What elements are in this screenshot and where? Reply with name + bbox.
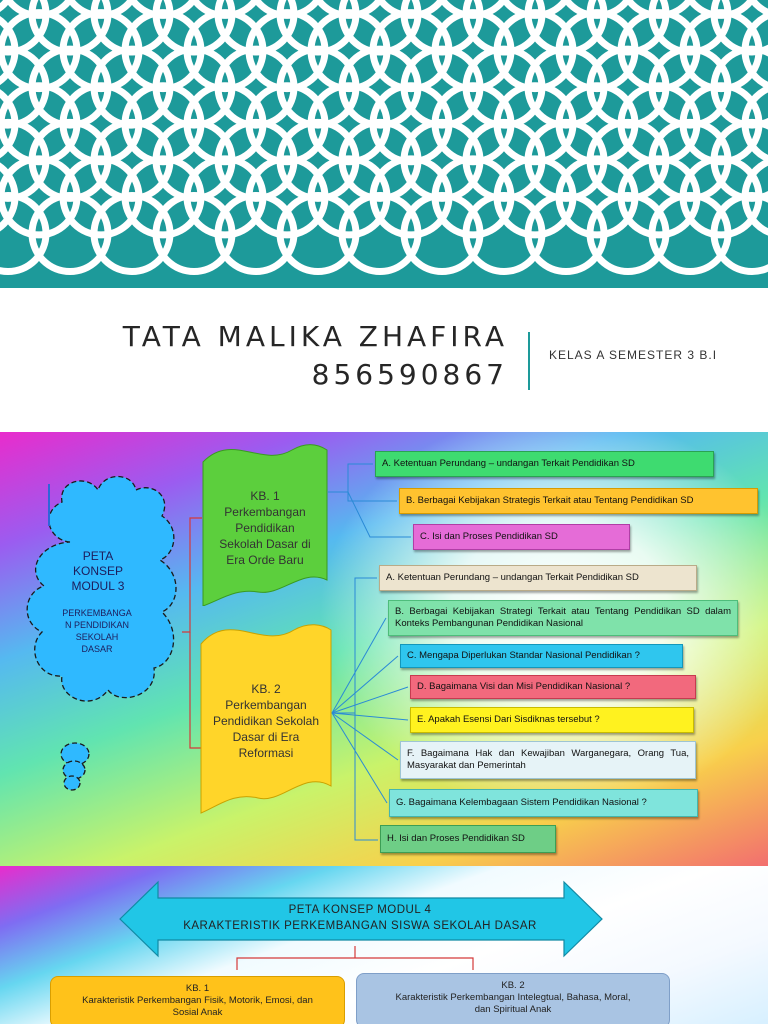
title-area xyxy=(0,288,768,432)
cloud-title-line: KONSEP xyxy=(72,564,123,578)
module4-title: PETA KONSEP MODUL 4 xyxy=(288,904,432,916)
kb2-item-a: A. Ketentuan Perundang – undangan Terkait Pendidikan SD xyxy=(379,565,697,591)
class-info: KELAS A SEMESTER 3 B.I xyxy=(549,348,718,362)
concept-map-module-4 xyxy=(0,866,768,1024)
module4-kb2-line: Karakteristik Perkembangan Intelegtual, Bahasa, Moral, xyxy=(395,992,631,1003)
kb1-node xyxy=(202,440,328,606)
kb1-line: Era Orde Baru xyxy=(226,553,304,567)
kb1-item-c: C. Isi dan Proses Pendidikan SD xyxy=(413,524,630,550)
kb1-line: Pendidikan xyxy=(235,521,295,535)
kb2-item-d: D. Bagaimana Visi dan Misi Pendidikan Nasional ? xyxy=(410,675,696,699)
module4-kb1-card xyxy=(50,976,345,1024)
module4-kb2-card xyxy=(356,973,670,1024)
cloud-subtitle-line: PERKEMBANGA xyxy=(62,608,132,618)
kb1-line: Perkembangan xyxy=(224,505,306,519)
kb2-node xyxy=(200,618,332,814)
module4-kb1-line: Karakteristik Perkembangan Fisik, Motorik, Emosi, dan xyxy=(82,995,313,1006)
decorative-vertical-line xyxy=(48,484,50,526)
kb1-item-a: A. Ketentuan Perundang – undangan Terkait Pendidikan SD xyxy=(375,451,714,477)
module4-kb2-label: KB. 2 xyxy=(501,980,525,991)
kb2-line: Dasar di Era xyxy=(232,730,300,744)
kb2-item-c: C. Mengapa Diperlukan Standar Nasional Pendidikan ? xyxy=(400,644,683,668)
student-id: 856590867 xyxy=(311,358,508,391)
bracket-lines xyxy=(182,518,202,748)
presenter-name: TATA MALIKA ZHAFIRA xyxy=(122,320,508,353)
module4-kb1-label: KB. 1 xyxy=(185,983,210,994)
circle-pattern xyxy=(0,0,768,288)
title-divider xyxy=(528,332,530,390)
kb2-item-h: H. Isi dan Proses Pendidikan SD xyxy=(380,825,556,853)
cloud-subtitle-line: N PENDIDIKAN xyxy=(64,620,129,630)
kb2-item-f: F. Bagaimana Hak dan Kewajiban Warganegara, Orang Tua, Masyarakat dan Pemerintah xyxy=(400,741,696,779)
cloud-title-line: PETA xyxy=(82,549,114,563)
cloud-subtitle-line: DASAR xyxy=(81,644,113,654)
module4-kb2-line: dan Spiritual Anak xyxy=(474,1004,552,1015)
concept-map-module-3 xyxy=(0,432,768,866)
decorative-pattern-header xyxy=(0,0,768,288)
kb2-line: Pendidikan Sekolah xyxy=(212,714,320,728)
kb2-line: Perkembangan xyxy=(225,698,307,712)
module4-subtitle: KARAKTERISTIK PERKEMBANGAN SISWA SEKOLAH DASAR xyxy=(183,920,537,932)
kb1-item-b: B. Berbagai Kebijakan Strategis Terkait atau Tentang Pendidikan SD xyxy=(399,488,758,514)
kb1-line: Sekolah Dasar di xyxy=(219,537,311,551)
kb1-label: KB. 1 xyxy=(250,489,280,503)
kb2-item-g: G. Bagaimana Kelembagaan Sistem Pendidikan Nasional ? xyxy=(389,789,698,817)
kb2-item-e: E. Apakah Esensi Dari Sisdiknas tersebut ? xyxy=(410,707,694,733)
kb2-line: Reformasi xyxy=(238,746,294,760)
kb2-label: KB. 2 xyxy=(251,682,281,696)
cloud-title-line: MODUL 3 xyxy=(71,579,125,593)
cloud-subtitle-line: SEKOLAH xyxy=(75,632,119,642)
module4-kb1-line: Sosial Anak xyxy=(172,1007,223,1018)
kb2-item-b: B. Berbagai Kebijakan Strategi Terkait atau Tentang Pendidikan SD dalam Konteks Pembangunan Pendidikan Nasional xyxy=(388,600,738,636)
